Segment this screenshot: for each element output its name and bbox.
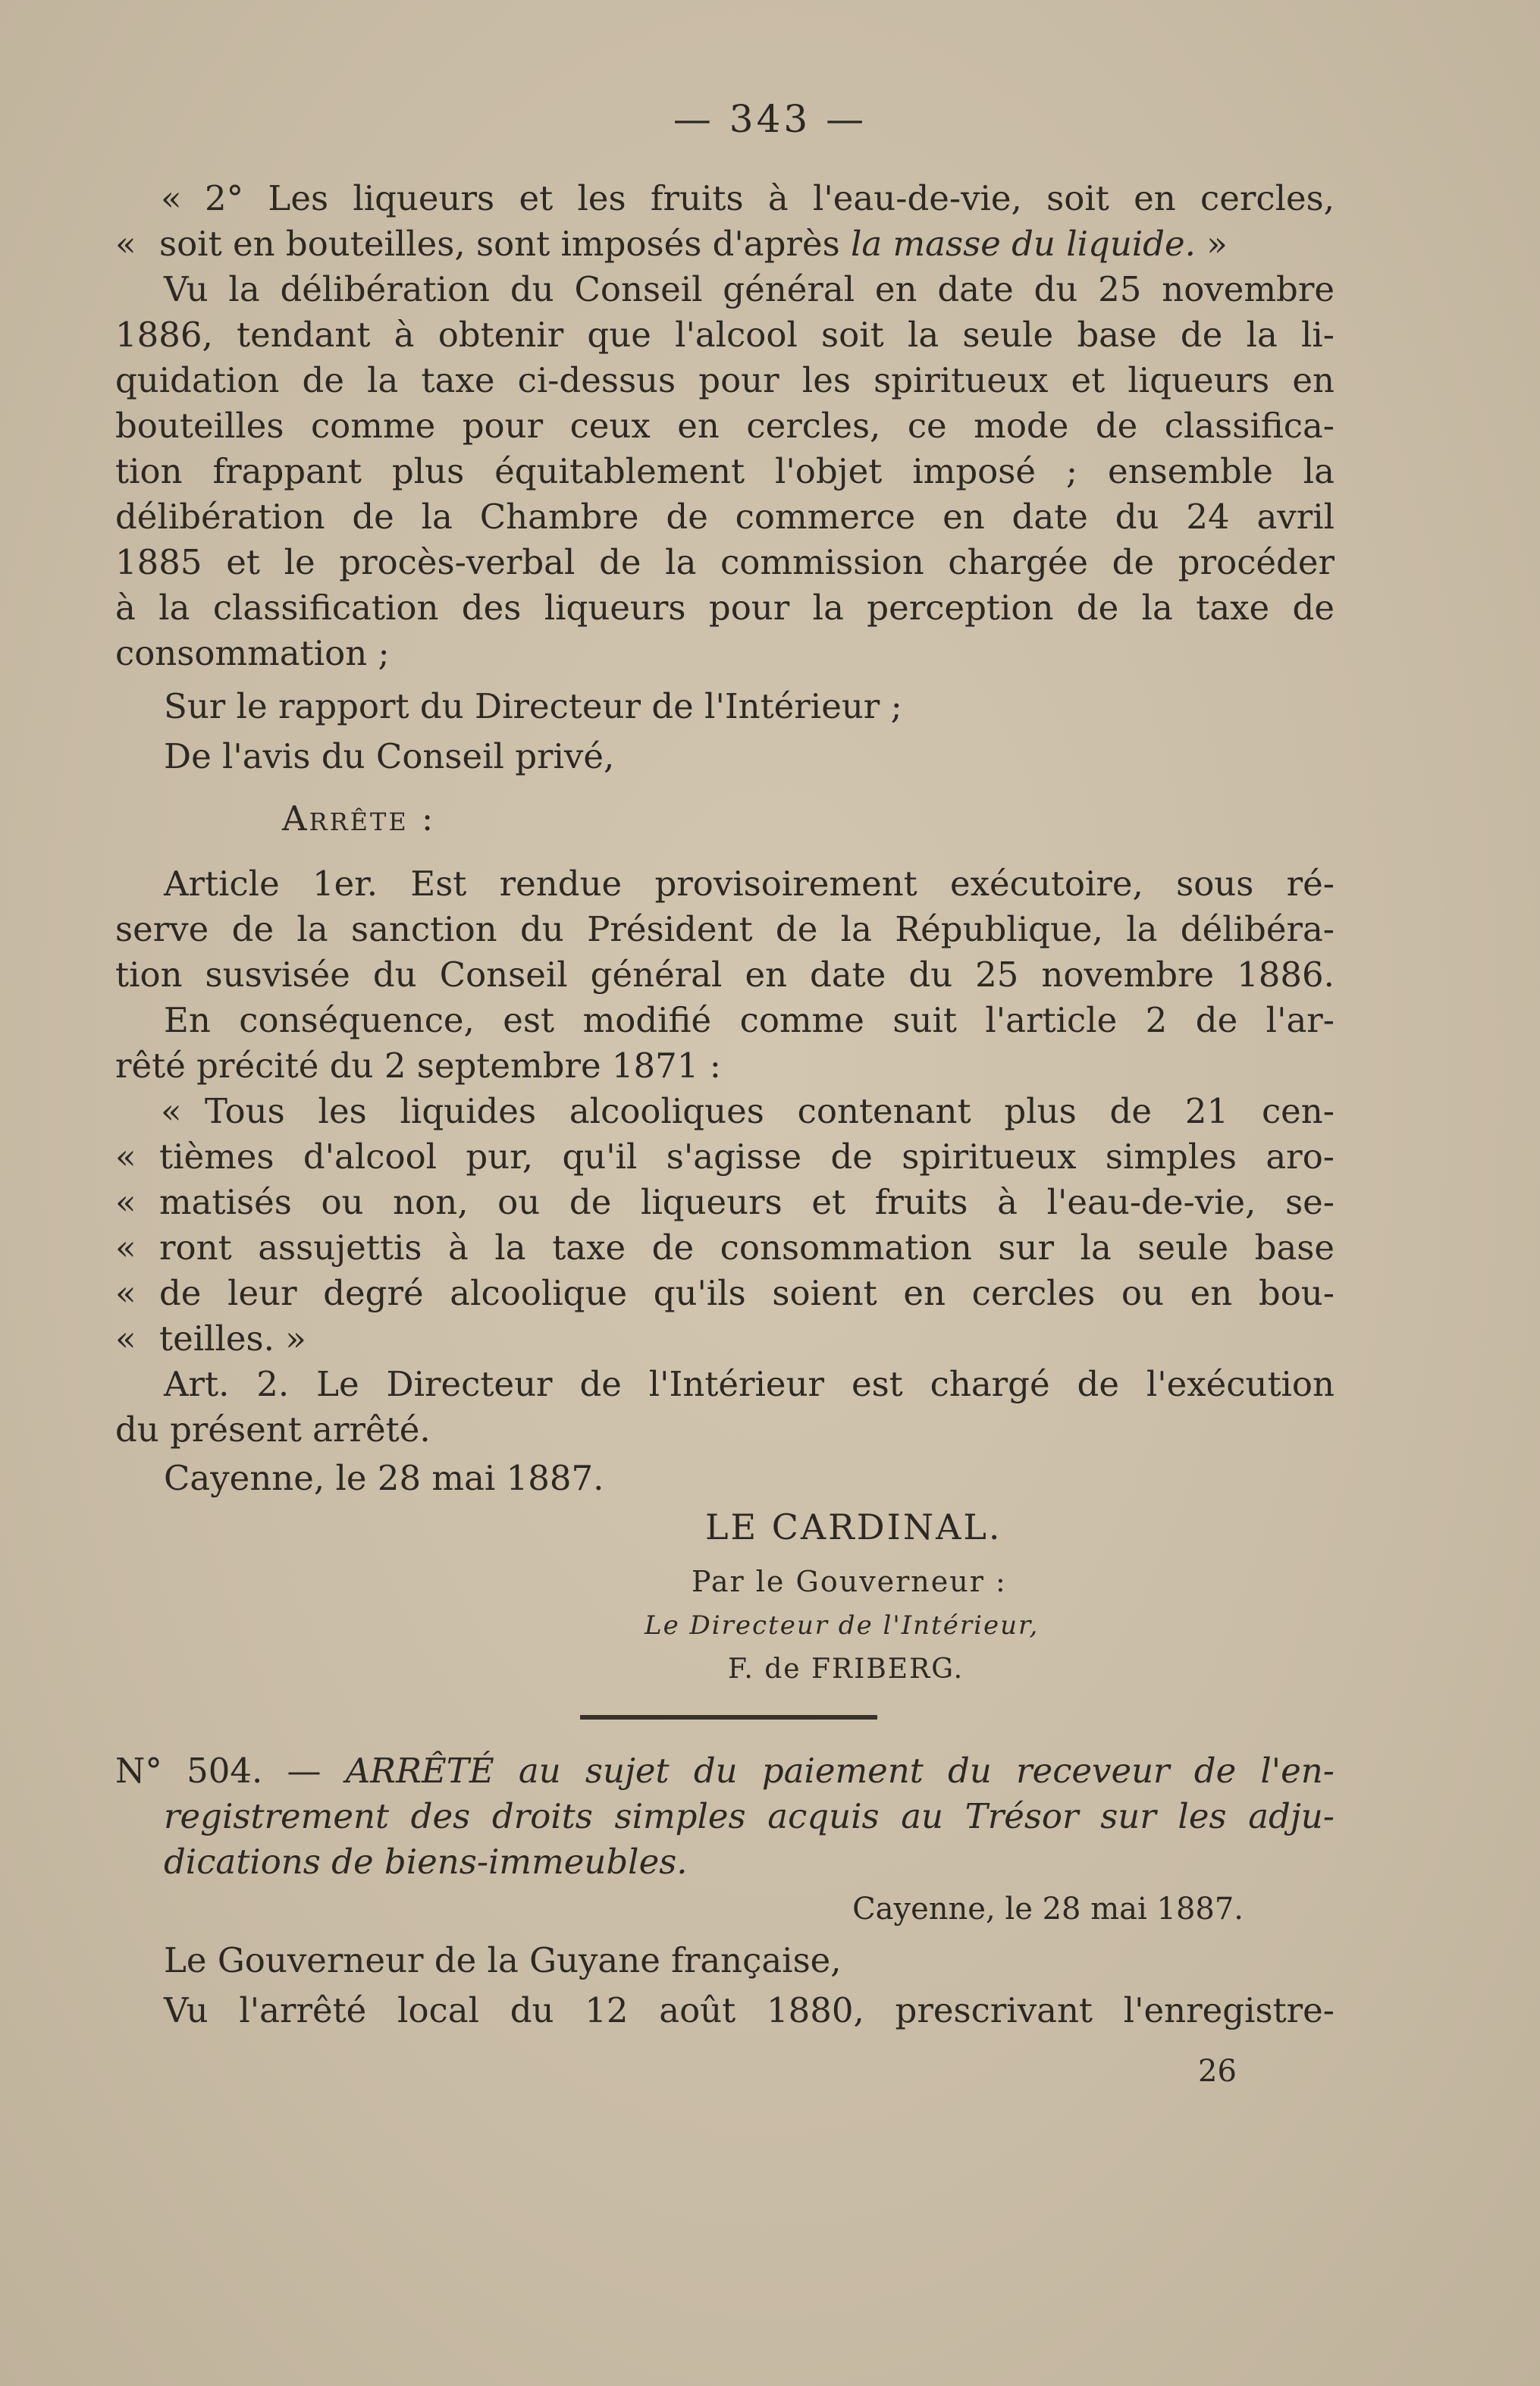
date-line-2: Cayenne, le 28 mai 1887. [852, 1892, 1244, 1927]
vu-line-1: 1886, tendant à obtenir que l'alcool soit la seule base de la li- [115, 315, 1335, 355]
arrete-heading: Arrête : [282, 798, 436, 839]
no504-number: N° 504. — [115, 1751, 346, 1791]
line-text: ront assujettis à la taxe de consommation sur la seule base [159, 1227, 1335, 1268]
art2-line-1: du présent arrêté. [115, 1409, 431, 1450]
italic-text: la masse du liquide. [850, 224, 1196, 264]
date-line: Cayenne, le 28 mai 1887. [164, 1458, 604, 1498]
line-text: soit en bouteilles, sont imposés d'après [159, 224, 851, 264]
article1-line-4: rêté précité du 2 septembre 1871 : [115, 1046, 721, 1086]
quoted-line-3 [115, 1225, 1335, 1271]
quote-mark: « [115, 224, 136, 264]
page-number: — 343 — [673, 97, 867, 141]
quote-mark: « [115, 1318, 136, 1359]
text-line [161, 176, 1335, 221]
signature-par: Par le Gouverneur : [692, 1565, 1007, 1598]
no504-line-2: dications de biens-immeubles. [164, 1842, 688, 1882]
quote-mark: « [161, 178, 182, 218]
vu-line-4: tion frappant plus équitablement l'objet imposé ; ensemble la [115, 451, 1335, 491]
quote-mark: « [161, 1091, 182, 1131]
quoted-line-1 [115, 1134, 1335, 1180]
vu-local-line: Vu l'arrêté local du 12 août 1880, prescrivant l'enregistre- [164, 1990, 1335, 2030]
text-line [115, 221, 1335, 267]
line-text: de leur degré alcoolique qu'ils soient en cercles ou en bou- [159, 1273, 1335, 1313]
line-text: 2° Les liqueurs et les fruits à l'eau-de-vie, soit en cercles, [205, 178, 1335, 218]
article1-line-0: Article 1er. Est rendue provisoirement exécutoire, sous ré- [164, 864, 1335, 904]
signature-signer: F. de FRIBERG. [728, 1654, 964, 1685]
art2-line-0: Art. 2. Le Directeur de l'Intérieur est chargé de l'exécution [164, 1364, 1335, 1404]
quoted-line-5 [115, 1316, 306, 1362]
article1-line-2: tion susvisée du Conseil général en date du 25 novembre 1886. [115, 955, 1335, 995]
quoted-line-2 [115, 1180, 1335, 1225]
no504-heading: ARRÊTÉ [345, 1751, 494, 1791]
governor-line: Le Gouverneur de la Guyane française, [164, 1940, 842, 1980]
signature-name: LE CARDINAL. [705, 1507, 1002, 1547]
quote-mark: « [115, 1227, 136, 1268]
signature-title: Le Directeur de l'Intérieur, [645, 1610, 1040, 1641]
line-tail: » [1195, 224, 1228, 264]
quote-mark: « [115, 1182, 136, 1222]
quote-mark: « [115, 1273, 136, 1313]
vu-line-5: délibération de la Chambre de commerce en date du 24 avril [115, 497, 1335, 537]
sheet-signature-mark: 26 [1198, 2054, 1237, 2089]
line-text: teilles. » [159, 1318, 306, 1359]
vu-line-2: quidation de la taxe ci-dessus pour les spiritueux et liqueurs en [115, 360, 1335, 400]
quoted-line-0 [161, 1089, 1335, 1134]
line-text: matisés ou non, ou de liqueurs et fruits à l'eau-de-vie, se- [159, 1182, 1335, 1222]
vu-line-7: à la classification des liqueurs pour la perception de la taxe de [115, 588, 1335, 628]
article1-line-1: serve de la sanction du Président de la République, la délibéra- [115, 909, 1335, 949]
line-text: tièmes d'alcool pur, qu'il s'agisse de spiritueux simples aro- [159, 1137, 1335, 1177]
quote-mark: « [115, 1137, 136, 1177]
line-text: Tous les liquides alcooliques contenant plus de 21 cen- [205, 1091, 1335, 1131]
no504-line-0 [115, 1748, 1335, 1794]
no504-line-1: registrement des droits simples acquis au Trésor sur les adju- [164, 1796, 1335, 1836]
sur-le-rapport: Sur le rapport du Directeur de l'Intérieur ; [164, 686, 902, 726]
vu-line-8: consommation ; [115, 633, 390, 673]
de-l-avis: De l'avis du Conseil privé, [164, 736, 615, 776]
vu-line-6: 1885 et le procès-verbal de la commission chargée de procéder [115, 542, 1335, 582]
vu-line-0: Vu la délibération du Conseil général en date du 25 novembre [164, 269, 1335, 309]
article1-line-3: En conséquence, est modifié comme suit l'article 2 de l'ar- [164, 1000, 1335, 1040]
section-divider [580, 1715, 877, 1720]
no504-heading-line: au sujet du paiement du receveur de l'en- [494, 1751, 1335, 1791]
quoted-line-4 [115, 1271, 1335, 1316]
vu-line-3: bouteilles comme pour ceux en cercles, ce mode de classifica- [115, 406, 1335, 446]
